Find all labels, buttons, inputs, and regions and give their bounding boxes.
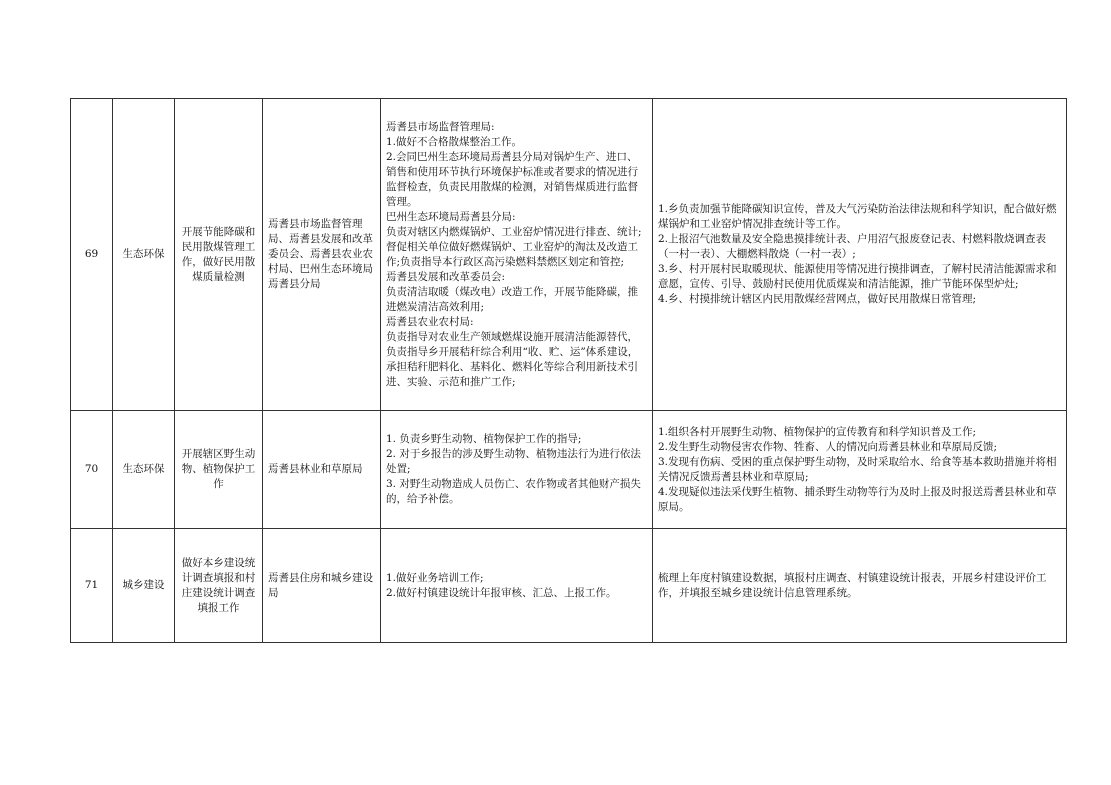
table-row [71, 529, 1067, 643]
responsibility-table [70, 98, 1067, 643]
table-row [71, 99, 1067, 411]
row-number: 70 [71, 411, 113, 529]
category-cell: 城乡建设 [113, 529, 175, 643]
county-duties-cell: 焉耆县市场监督管理局: 1.做好不合格散煤整治工作。 2.会同巴州生态环境局焉耆县分局对锅炉生产、进口、销售和使用环节执行环境保护标准或者要求的情况进行监督检查，负责民用散煤的检测，对销售煤质进行监督管理。 巴州生态环境局焉耆县分局: 负责对辖区内燃煤锅炉、工业窑炉情况进行排查、统计;督促相关单位做好燃煤锅炉、工业窑炉的淘汰及改造工作;负责指导本行政区高污染燃料禁燃区划定和管控; 焉耆县发展和改革委员会: 负责清洁取暖（煤改电）改造工作，开展节能降碳，推进燃炭清洁高效利用; 焉耆县农业农村局: 负责指导对农业生产领域燃煤设施开展清洁能源替代，负责指导乡开展秸秆综合利用“收、贮、运”体系建设，承担秸秆肥料化、基料化、燃料化等综合利用新技术引进、实验、示范和推广工作; [381, 99, 653, 411]
township-duties-cell: 梳理上年度村镇建设数据，填报村庄调查、村镇建设统计报表，开展乡村建设评价工作，并填报至城乡建设统计信息管理系统。 [653, 529, 1067, 643]
table-row [71, 411, 1067, 529]
department-cell: 焉耆县林业和草原局 [263, 411, 381, 529]
department-cell: 焉耆县住房和城乡建设局 [263, 529, 381, 643]
county-duties-cell: 1.做好业务培训工作; 2.做好村镇建设统计年报审核、汇总、上报工作。 [381, 529, 653, 643]
county-duties-cell: 1. 负责乡野生动物、植物保护工作的指导; 2. 对于乡报告的涉及野生动物、植物违法行为进行依法处置; 3. 对野生动物造成人员伤亡、农作物或者其他财产损失的，给予补偿。 [381, 411, 653, 529]
row-number: 69 [71, 99, 113, 411]
department-cell: 焉耆县市场监督管理局、焉耆县发展和改革委员会、焉耆县农业农村局、巴州生态环境局焉耆县分局 [263, 99, 381, 411]
category-cell: 生态环保 [113, 99, 175, 411]
task-cell: 开展辖区野生动物、植物保护工作 [175, 411, 263, 529]
township-duties-cell: 1.组织各村开展野生动物、植物保护的宣传教育和科学知识普及工作; 2.发生野生动物侵害农作物、牲畜、人的情况向焉耆县林业和草原局反馈; 3.发现有伤病、受困的重点保护野生动物，及时采取给水、给食等基本救助措施并将相关情况反馈焉耆县林业和草原局; 4.发现疑似违法采伐野生植物、捕杀野生动物等行为及时上报及时报送焉耆县林业和草原局。 [653, 411, 1067, 529]
township-duties-cell: 1.乡负责加强节能降碳知识宣传，普及大气污染防治法律法规和科学知识，配合做好燃煤锅炉和工业窑炉情况排查统计等工作。 2.上报沼气池数量及安全隐患摸排统计表、户用沼气报废登记表、村燃料散烧调查表（一村一表）、大棚燃料散烧（一村一表）; 3.乡、村开展村民取暖现状、能源使用等情况进行摸排调查，了解村民清洁能源需求和意愿，宣传、引导、鼓励村民使用优质煤炭和清洁能源，推广节能环保型炉灶; 4.乡、村摸排统计辖区内民用散煤经营网点，做好民用散煤日常管理; [653, 99, 1067, 411]
row-number: 71 [71, 529, 113, 643]
task-cell: 开展节能降碳和民用散煤管理工作，做好民用散煤质量检测 [175, 99, 263, 411]
category-cell: 生态环保 [113, 411, 175, 529]
task-cell: 做好本乡建设统计调查填报和村庄建设统计调查填报工作 [175, 529, 263, 643]
